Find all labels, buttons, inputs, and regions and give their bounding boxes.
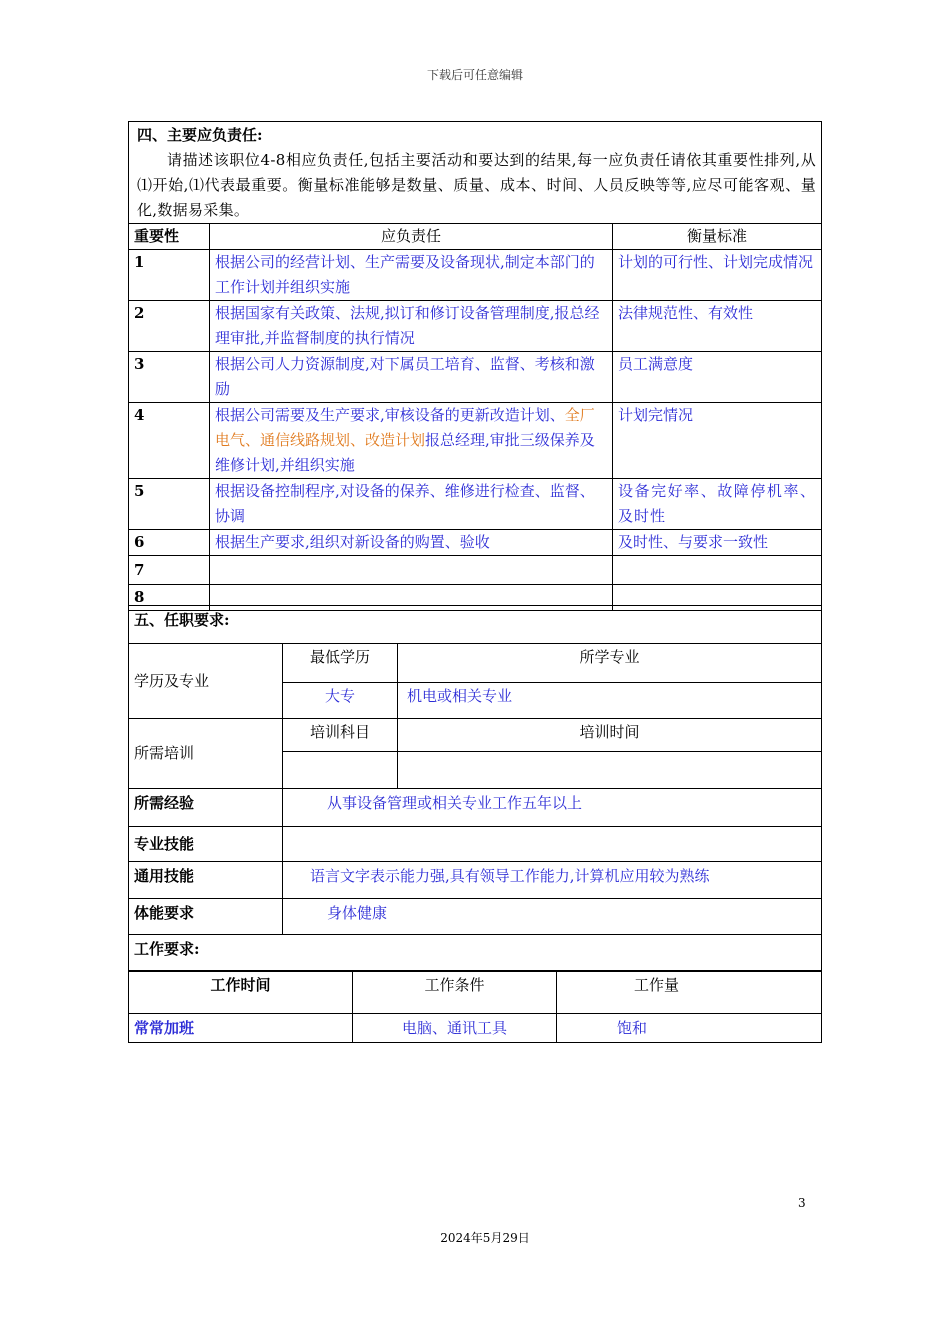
responsibilities-table bbox=[128, 121, 822, 611]
section4-intro: 请描述该职位4-8相应负责任,包括主要活动和要达到的结果,每一应负责任请依其重要性排列,从⑴开始,⑴代表最重要。衡量标准能够是数量、质量、成本、时间、人员反映等等,应尽可能客观、量化,数据易采集。 bbox=[137, 151, 816, 219]
work-requirements-title: 工作要求: bbox=[129, 935, 822, 972]
col-header-importance: 重要性 bbox=[129, 224, 210, 250]
table-row bbox=[129, 301, 822, 352]
duty-text: 根据国家有关政策、法规,拟订和修订设备管理制度,报总经理审批,并监督制度的执行情况 bbox=[210, 301, 613, 352]
requirements-table bbox=[128, 605, 822, 972]
duty-text: 根据公司人力资源制度,对下属员工培育、监督、考核和激励 bbox=[210, 352, 613, 403]
standard-text: 法律规范性、有效性 bbox=[613, 301, 822, 352]
table-row bbox=[129, 556, 822, 585]
experience-label: 所需经验 bbox=[129, 789, 283, 827]
work-table bbox=[128, 970, 822, 1043]
duty-text-part: 根据公司需要及生产要求,审核设备的更新改造计划、 bbox=[215, 406, 565, 424]
row-number: 2 bbox=[129, 301, 210, 352]
training-label: 所需培训 bbox=[129, 719, 283, 789]
duty-text: 根据设备控制程序,对设备的保养、维修进行检查、监督、协调 bbox=[210, 479, 613, 530]
table-row bbox=[129, 250, 822, 301]
education-major-value: 机电或相关专业 bbox=[398, 683, 822, 719]
physical-value: 身体健康 bbox=[283, 899, 822, 935]
row-number: 1 bbox=[129, 250, 210, 301]
duty-text: 根据生产要求,组织对新设备的购置、验收 bbox=[210, 530, 613, 556]
training-time-value bbox=[398, 752, 822, 789]
work-header-condition: 工作条件 bbox=[353, 971, 557, 1014]
work-header-load: 工作量 bbox=[557, 971, 822, 1014]
education-header-min: 最低学历 bbox=[283, 644, 398, 683]
row-number: 5 bbox=[129, 479, 210, 530]
row-number: 8 bbox=[129, 585, 210, 611]
page-header: 下载后可任意编辑 bbox=[426, 68, 523, 82]
section4-intro-cell bbox=[129, 122, 822, 224]
duty-text bbox=[210, 556, 613, 585]
standard-text bbox=[613, 556, 822, 585]
duty-text: 根据公司的经营计划、生产需要及设备现状,制定本部门的工作计划并组织实施 bbox=[210, 250, 613, 301]
duty-text bbox=[210, 403, 613, 479]
duty-text-part: 报总经理,审批三级保养及维修计划,并组织实施 bbox=[215, 431, 595, 474]
table-row bbox=[129, 479, 822, 530]
skill-value bbox=[283, 827, 822, 862]
col-header-standard: 衡量标准 bbox=[613, 224, 822, 250]
standard-text: 设备完好率、故障停机率、及时性 bbox=[613, 479, 822, 530]
general-skill-value: 语言文字表示能力强,具有领导工作能力,计算机应用较为熟练 bbox=[283, 862, 822, 899]
row-number: 6 bbox=[129, 530, 210, 556]
work-time-value: 常常加班 bbox=[129, 1014, 353, 1043]
education-header-major: 所学专业 bbox=[398, 644, 822, 683]
education-min-value: 大专 bbox=[283, 683, 398, 719]
education-label: 学历及专业 bbox=[129, 644, 283, 719]
skill-label: 专业技能 bbox=[129, 827, 283, 862]
training-header-subject: 培训科目 bbox=[283, 719, 398, 752]
row-number: 7 bbox=[129, 556, 210, 585]
row-number: 3 bbox=[129, 352, 210, 403]
standard-text: 计划的可行性、计划完成情况 bbox=[613, 250, 822, 301]
work-header-time: 工作时间 bbox=[129, 971, 353, 1014]
row-number: 4 bbox=[129, 403, 210, 479]
training-header-time: 培训时间 bbox=[398, 719, 822, 752]
table-row bbox=[129, 403, 822, 479]
table-row bbox=[129, 352, 822, 403]
standard-text: 及时性、与要求一致性 bbox=[613, 530, 822, 556]
section5-title: 五、任职要求: bbox=[129, 606, 822, 644]
duty-highlight-text: 全厂电气、通信线路规划、改造计划 bbox=[215, 406, 595, 449]
work-load-value: 饱和 bbox=[557, 1014, 822, 1043]
footer-date: 2024年5月29日 bbox=[440, 1231, 530, 1245]
physical-label: 体能要求 bbox=[129, 899, 283, 935]
page-number: 3 bbox=[798, 1196, 806, 1210]
work-condition-value: 电脑、通讯工具 bbox=[353, 1014, 557, 1043]
standard-text: 员工满意度 bbox=[613, 352, 822, 403]
training-subject-value bbox=[283, 752, 398, 789]
standard-text: 计划完情况 bbox=[613, 403, 822, 479]
general-skill-label: 通用技能 bbox=[129, 862, 283, 899]
experience-value: 从事设备管理或相关专业工作五年以上 bbox=[283, 789, 822, 827]
section4-title: 四、主要应负责任: bbox=[137, 126, 263, 144]
col-header-duty: 应负责任 bbox=[210, 224, 613, 250]
table-row bbox=[129, 530, 822, 556]
